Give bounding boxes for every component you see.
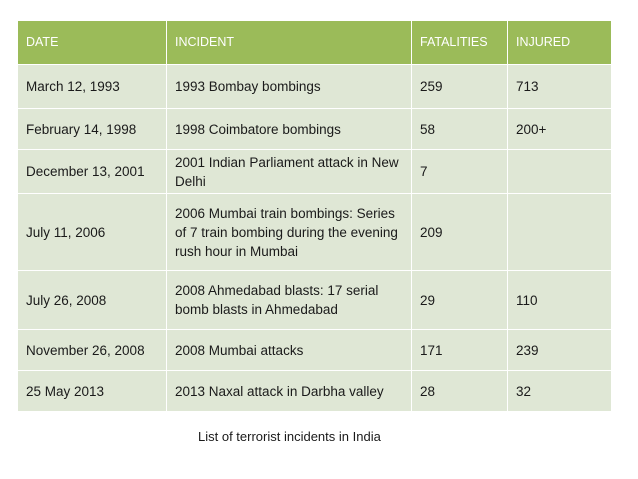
cell-fatalities: 58 xyxy=(412,109,508,150)
cell-date: November 26, 2008 xyxy=(18,330,167,371)
table-row xyxy=(18,65,612,109)
cell-date: February 14, 1998 xyxy=(18,109,167,150)
cell-incident: 2008 Ahmedabad blasts: 17 serial bomb blasts in Ahmedabad xyxy=(167,271,412,330)
table-header-row xyxy=(18,21,612,65)
cell-incident: 2008 Mumbai attacks xyxy=(167,330,412,371)
cell-fatalities: 29 xyxy=(412,271,508,330)
table-row xyxy=(18,109,612,150)
cell-injured: 32 xyxy=(508,371,612,412)
table-row xyxy=(18,271,612,330)
header-incident: INCIDENT xyxy=(167,21,412,65)
cell-injured: 200+ xyxy=(508,109,612,150)
cell-fatalities: 7 xyxy=(412,150,508,194)
cell-date: July 11, 2006 xyxy=(18,194,167,271)
cell-fatalities: 171 xyxy=(412,330,508,371)
cell-incident: 2001 Indian Parliament attack in New Delhi xyxy=(167,150,412,194)
cell-incident: 1993 Bombay bombings xyxy=(167,65,412,109)
cell-incident: 2013 Naxal attack in Darbha valley xyxy=(167,371,412,412)
cell-date: July 26, 2008 xyxy=(18,271,167,330)
table-row xyxy=(18,330,612,371)
cell-injured: 239 xyxy=(508,330,612,371)
table-row xyxy=(18,194,612,271)
cell-injured xyxy=(508,194,612,271)
cell-date: 25 May 2013 xyxy=(18,371,167,412)
cell-injured: 110 xyxy=(508,271,612,330)
cell-incident: 1998 Coimbatore bombings xyxy=(167,109,412,150)
table-row xyxy=(18,150,612,194)
incidents-table xyxy=(17,20,612,412)
cell-fatalities: 28 xyxy=(412,371,508,412)
cell-date: March 12, 1993 xyxy=(18,65,167,109)
cell-injured: 713 xyxy=(508,65,612,109)
cell-date: December 13, 2001 xyxy=(18,150,167,194)
header-injured: INJURED xyxy=(508,21,612,65)
table-row xyxy=(18,371,612,412)
cell-fatalities: 209 xyxy=(412,194,508,271)
cell-incident: 2006 Mumbai train bombings: Series of 7 train bombing during the evening rush hour in Mumbai xyxy=(167,194,412,271)
header-fatalities: FATALITIES xyxy=(412,21,508,65)
header-date: DATE xyxy=(18,21,167,65)
table-caption: List of terrorist incidents in India xyxy=(198,429,381,444)
cell-injured xyxy=(508,150,612,194)
cell-fatalities: 259 xyxy=(412,65,508,109)
